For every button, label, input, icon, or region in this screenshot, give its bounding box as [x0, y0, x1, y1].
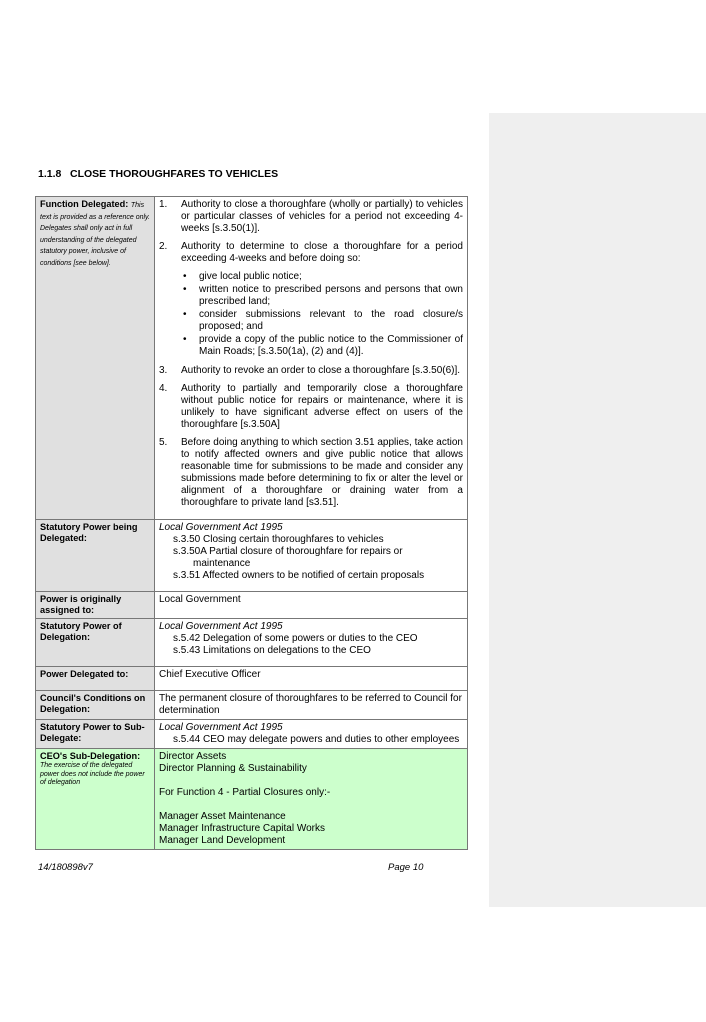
- item-text: Before doing anything to which section 3.51 applies, take action to notify affected owners and give public notice that allows reasonable time for submissions to be made and consider any submissions made before determining to fix or alter the level or alignment of a thoroughfare or draining water from a thoroughfare to private land [s3.51].: [181, 437, 463, 508]
- item-number: 5.: [159, 437, 168, 448]
- item-text: Authority to revoke an order to close a thoroughfare [s.3.50(6)].: [181, 365, 461, 376]
- delegate-line: Director Planning & Sustainability: [159, 763, 307, 774]
- footer-doc-id: 14/180898v7: [38, 862, 93, 873]
- bullet-item: [181, 309, 463, 333]
- table-row: [36, 691, 468, 720]
- item-number: 2.: [159, 241, 168, 252]
- table-row: [36, 520, 468, 592]
- bullet-icon: •: [183, 271, 187, 282]
- section-line: s.5.42 Delegation of some powers or duties to the CEO: [173, 633, 418, 644]
- ceo-sub-delegation-value-cell: [155, 749, 468, 850]
- function-delegated-label: Function Delegated:: [40, 199, 129, 209]
- power-assigned-label: Power is originally assigned to:: [36, 592, 155, 619]
- function-delegated-label-cell: [36, 197, 155, 520]
- table-row: [36, 667, 468, 691]
- item-text-block: [181, 241, 463, 359]
- sub-delegate-power-label: Statutory Power to Sub-Delegate:: [36, 720, 155, 749]
- delegate-line: Manager Asset Maintenance: [159, 811, 286, 822]
- item-number: 3.: [159, 365, 168, 376]
- ceo-sub-delegation-note: The exercise of the delegated power does not include the power of delegation: [40, 762, 145, 786]
- function-delegated-value-cell: [155, 197, 468, 520]
- section-line: maintenance: [193, 558, 251, 569]
- section-line: s.3.51 Affected owners to be notified of certain proposals: [173, 570, 425, 581]
- statutory-power-label: Statutory Power being Delegated:: [36, 520, 155, 592]
- table-row: [36, 592, 468, 619]
- item-number: 1.: [159, 199, 168, 210]
- conditions-value: The permanent closure of thoroughfares to be referred to Council for determination: [155, 691, 468, 720]
- list-item: [159, 199, 463, 235]
- item-text: Authority to determine to close a thoroughfare for a period exceeding 4-weeks and before doing so:: [181, 241, 463, 264]
- list-item: [159, 383, 463, 431]
- act-name: Local Government Act 1995: [159, 522, 283, 533]
- bullet-item: [181, 334, 463, 358]
- section-number: 1.1.8: [38, 168, 62, 180]
- sub-delegate-power-value-cell: [155, 720, 468, 749]
- statutory-power-value-cell: [155, 520, 468, 592]
- function-list: [159, 199, 463, 509]
- spacer: [159, 799, 463, 811]
- act-name: Local Government Act 1995: [159, 722, 283, 733]
- item-number: 4.: [159, 383, 168, 394]
- list-item: [159, 437, 463, 509]
- delegate-line: Manager Infrastructure Capital Works: [159, 823, 325, 834]
- bullet-icon: •: [183, 309, 187, 320]
- bullet-item: [181, 271, 463, 283]
- table-row: [36, 197, 468, 520]
- list-item: [159, 241, 463, 359]
- footer-page-number: Page 10: [388, 862, 424, 873]
- table-row: [36, 619, 468, 667]
- bullet-icon: •: [183, 334, 187, 345]
- bullet-text: consider submissions relevant to the road closure/s proposed; and: [199, 309, 463, 332]
- statutory-power-delegation-value-cell: [155, 619, 468, 667]
- bullet-text: give local public notice;: [199, 271, 302, 282]
- power-delegated-to-label: Power Delegated to:: [36, 667, 155, 691]
- table-row: [36, 720, 468, 749]
- delegation-table: [35, 196, 468, 850]
- delegate-line: For Function 4 - Partial Closures only:-: [159, 787, 331, 798]
- ceo-sub-delegation-label: CEO's Sub-Delegation:: [40, 751, 141, 761]
- spacer: [159, 775, 463, 787]
- item-text: Authority to partially and temporarily close a thoroughfare without public notice for repairs or maintenance, where it is unlikely to have significant adverse effect on users of the thoroughfare [s.3.50A]: [181, 383, 463, 430]
- section-line: s.3.50A Partial closure of thoroughfare for repairs or: [173, 546, 403, 557]
- conditions-label: Council's Conditions on Delegation:: [36, 691, 155, 720]
- section-line: s.5.44 CEO may delegate powers and duties to other employees: [173, 734, 460, 745]
- function-delegated-note: This text is provided as a reference only. Delegates shall only act in full understanding of the delegated statutory power, inclusive of conditions [see below].: [40, 202, 150, 267]
- ceo-sub-delegation-label-cell: [36, 749, 155, 850]
- power-delegated-to-value: Chief Executive Officer: [155, 667, 468, 691]
- bullet-list: [181, 271, 463, 358]
- statutory-power-delegation-label: Statutory Power of Delegation:: [36, 619, 155, 667]
- bullet-text: provide a copy of the public notice to the Commissioner of Main Roads; [s.3.50(1a), (2) and (4)].: [199, 334, 463, 357]
- table-row: [36, 749, 468, 850]
- list-item: [159, 365, 463, 377]
- delegate-line: Manager Land Development: [159, 835, 286, 846]
- bullet-icon: •: [183, 284, 187, 295]
- item-text: Authority to close a thoroughfare (wholly or partially) to vehicles or particular classes of vehicles for a period not exceeding 4-weeks [s.3.50(1)].: [181, 199, 463, 234]
- bullet-text: written notice to prescribed persons and persons that own prescribed land;: [199, 284, 463, 307]
- section-line: s.5.43 Limitations on delegations to the CEO: [173, 645, 371, 656]
- act-name: Local Government Act 1995: [159, 621, 283, 632]
- section-heading: [38, 168, 278, 180]
- section-title: CLOSE THOROUGHFARES TO VEHICLES: [70, 168, 279, 180]
- delegate-line: Director Assets: [159, 751, 227, 762]
- section-line: s.3.50 Closing certain thoroughfares to vehicles: [173, 534, 384, 545]
- bullet-item: [181, 284, 463, 308]
- power-assigned-value: Local Government: [155, 592, 468, 619]
- comment-pane: [489, 113, 706, 907]
